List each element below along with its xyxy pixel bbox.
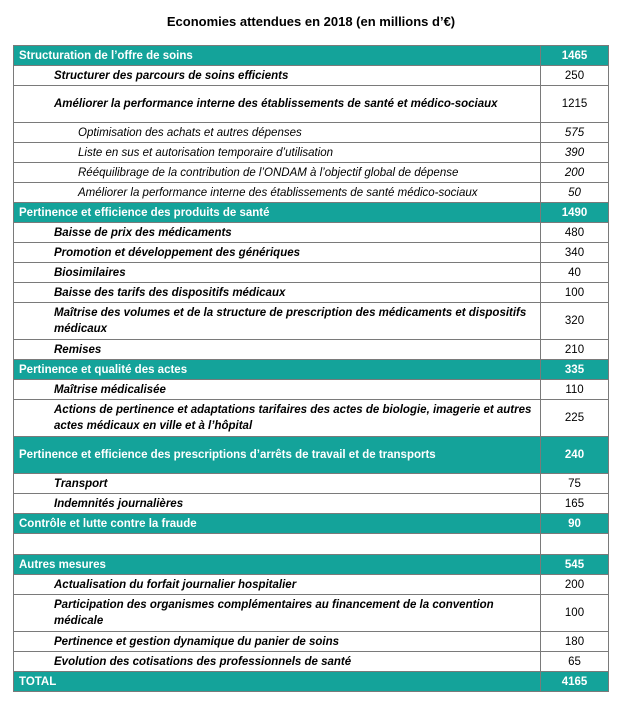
table-row	[14, 143, 609, 163]
row-value: 545	[541, 555, 609, 575]
row-value: 1215	[541, 86, 609, 123]
row-label: Remises	[14, 340, 541, 360]
row-label: Biosimilaires	[14, 263, 541, 283]
table-row	[14, 66, 609, 86]
row-value: 65	[541, 652, 609, 672]
table-row	[14, 575, 609, 595]
row-value: 110	[541, 380, 609, 400]
row-value: 210	[541, 340, 609, 360]
row-label: Evolution des cotisations des professionnels de santé	[14, 652, 541, 672]
savings-table	[13, 45, 609, 692]
row-value: 200	[541, 163, 609, 183]
row-value: 240	[541, 437, 609, 474]
row-label: Promotion et développement des génériques	[14, 243, 541, 263]
table-row	[14, 163, 609, 183]
row-label: Transport	[14, 474, 541, 494]
row-label: Maîtrise des volumes et de la structure de prescription des médicaments et dispositifs médicaux	[14, 303, 541, 340]
section-row	[14, 46, 609, 66]
table-row	[14, 86, 609, 123]
row-label: Actualisation du forfait journalier hospitalier	[14, 575, 541, 595]
row-label: Améliorer la performance interne des établissements de santé et médico-sociaux	[14, 86, 541, 123]
section-row	[14, 555, 609, 575]
table-row	[14, 263, 609, 283]
table-row	[14, 183, 609, 203]
row-value: 4165	[541, 672, 609, 692]
table-title: Economies attendues en 2018 (en millions d’€)	[166, 14, 456, 29]
row-label: Baisse des tarifs des dispositifs médicaux	[14, 283, 541, 303]
table-row	[14, 303, 609, 340]
row-value: 90	[541, 514, 609, 534]
row-label: Autres mesures	[14, 555, 541, 575]
row-label: Actions de pertinence et adaptations tarifaires des actes de biologie, imagerie et autres actes médicaux en ville et à l’hôpital	[14, 400, 541, 437]
section-row	[14, 203, 609, 223]
table-row	[14, 380, 609, 400]
table-row	[14, 595, 609, 632]
row-value: 165	[541, 494, 609, 514]
row-value: 100	[541, 283, 609, 303]
row-value: 340	[541, 243, 609, 263]
row-label: Liste en sus et autorisation temporaire d’utilisation	[14, 143, 541, 163]
row-label	[14, 534, 541, 555]
row-value: 50	[541, 183, 609, 203]
row-value: 575	[541, 123, 609, 143]
table-row	[14, 494, 609, 514]
row-value: 180	[541, 632, 609, 652]
table-row	[14, 652, 609, 672]
row-label: TOTAL	[14, 672, 541, 692]
section-row	[14, 360, 609, 380]
row-label: Pertinence et efficience des prescriptions d’arrêts de travail et de transports	[14, 437, 541, 474]
row-value: 100	[541, 595, 609, 632]
row-value: 225	[541, 400, 609, 437]
row-value: 40	[541, 263, 609, 283]
table-row	[14, 340, 609, 360]
row-value: 1465	[541, 46, 609, 66]
row-label: Contrôle et lutte contre la fraude	[14, 514, 541, 534]
table-row	[14, 632, 609, 652]
row-value: 250	[541, 66, 609, 86]
row-label: Indemnités journalières	[14, 494, 541, 514]
row-value: 75	[541, 474, 609, 494]
row-label: Optimisation des achats et autres dépenses	[14, 123, 541, 143]
table-row	[14, 400, 609, 437]
row-value: 200	[541, 575, 609, 595]
row-label: Pertinence et efficience des produits de santé	[14, 203, 541, 223]
table-row	[14, 123, 609, 143]
section-row	[14, 437, 609, 474]
row-value: 480	[541, 223, 609, 243]
row-value: 1490	[541, 203, 609, 223]
row-label: Améliorer la performance interne des établissements de santé médico-sociaux	[14, 183, 541, 203]
section-row	[14, 672, 609, 692]
row-label: Pertinence et gestion dynamique du panier de soins	[14, 632, 541, 652]
row-label: Baisse de prix des médicaments	[14, 223, 541, 243]
row-label: Structurer des parcours de soins efficients	[14, 66, 541, 86]
row-value: 335	[541, 360, 609, 380]
row-value: 320	[541, 303, 609, 340]
row-label: Structuration de l’offre de soins	[14, 46, 541, 66]
row-label: Rééquilibrage de la contribution de l’ONDAM à l’objectif global de dépense	[14, 163, 541, 183]
row-value: 390	[541, 143, 609, 163]
row-value	[541, 534, 609, 555]
spacer-row	[14, 534, 609, 555]
section-row	[14, 514, 609, 534]
table-row	[14, 283, 609, 303]
table-row	[14, 223, 609, 243]
row-label: Maîtrise médicalisée	[14, 380, 541, 400]
row-label: Pertinence et qualité des actes	[14, 360, 541, 380]
table-row	[14, 474, 609, 494]
row-label: Participation des organismes complémentaires au financement de la convention médicale	[14, 595, 541, 632]
table-row	[14, 243, 609, 263]
